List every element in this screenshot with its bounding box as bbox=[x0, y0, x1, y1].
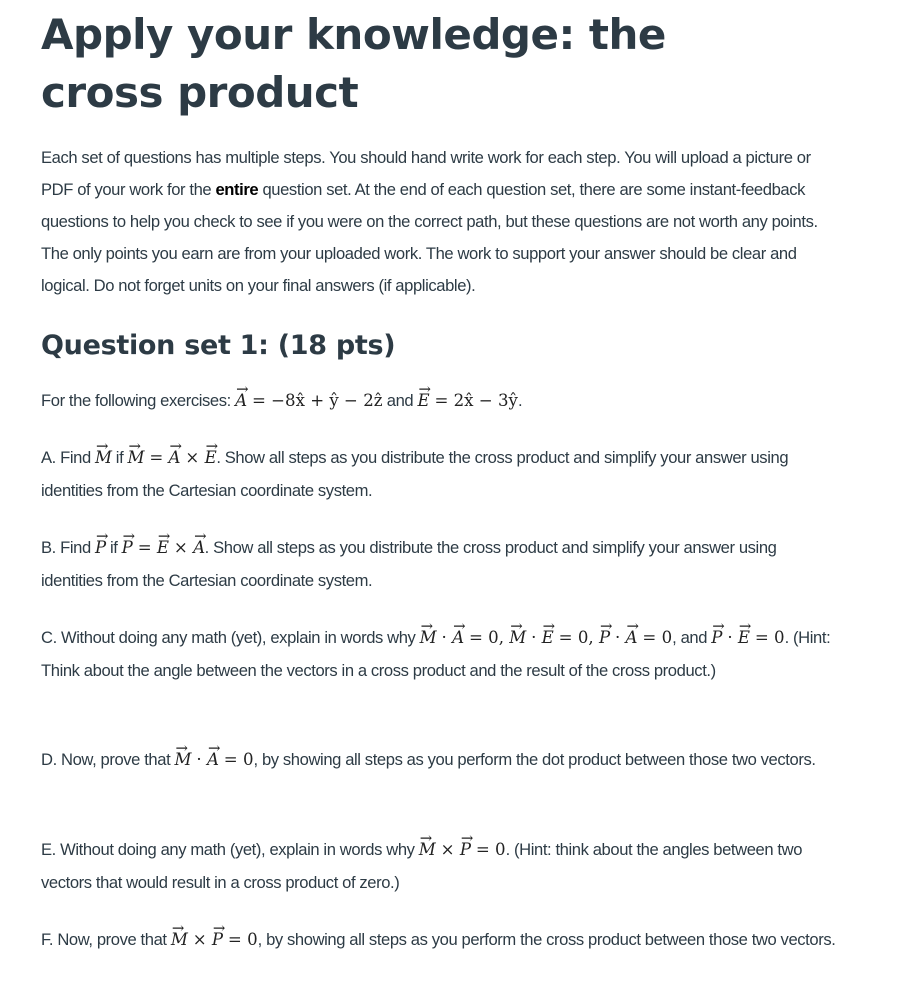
question-d bbox=[41, 743, 841, 776]
instructions-text-start: Each set of questions has multiple steps. You should hand write work for each step. You will upload a picture or PDF of your work for the bbox=[41, 148, 811, 199]
vector-p: → P bbox=[122, 531, 133, 564]
cross-operator: × bbox=[435, 840, 460, 859]
question-a-mid: if bbox=[111, 448, 128, 467]
vector-e-symbol: → E bbox=[417, 384, 429, 417]
dot-operator: · bbox=[436, 628, 453, 647]
dot-operator: · bbox=[191, 750, 207, 769]
question-d-text: , by showing all steps as you perform the dot product between those two vectors. bbox=[253, 750, 816, 769]
vector-p: → P bbox=[95, 531, 106, 564]
equals-zero: = 0 bbox=[749, 628, 785, 647]
question-c-and: , and bbox=[672, 628, 712, 647]
equals-sign: = bbox=[132, 538, 157, 557]
dot-operator: · bbox=[525, 628, 542, 647]
question-c bbox=[41, 621, 841, 687]
question-c-text: . (Hint: Think about the angle between the vectors in a cross product and the result of the cross product.) bbox=[41, 628, 831, 680]
equals-zero: = 0 bbox=[470, 840, 506, 859]
equals-zero: = 0, bbox=[463, 628, 510, 647]
vector-e-expression: = 2x̂ − 3ŷ bbox=[429, 391, 518, 410]
dot-operator: · bbox=[609, 628, 626, 647]
equals-zero: = 0, bbox=[553, 628, 599, 647]
equals-zero: = 0 bbox=[218, 750, 254, 769]
vector-a: → A bbox=[452, 621, 464, 654]
vector-e: → E bbox=[205, 441, 217, 474]
question-f-text: , by showing all steps as you perform the cross product between those two vectors. bbox=[257, 930, 836, 949]
page-title: Apply your knowledge: the cross product bbox=[41, 10, 666, 117]
vector-m: → M bbox=[175, 743, 192, 776]
question-e-text: . (Hint: think about the angles between two vectors that would result in a cross product of zero.) bbox=[41, 840, 803, 892]
vector-a: → A bbox=[169, 441, 181, 474]
question-e-lead: E. Without doing any math (yet), explain in words why bbox=[41, 840, 419, 859]
given-and: and bbox=[382, 391, 418, 410]
question-b bbox=[41, 531, 841, 597]
vector-e: → E bbox=[542, 621, 554, 654]
question-b-mid: if bbox=[105, 538, 122, 557]
question-a-lead: A. Find bbox=[41, 448, 95, 467]
equals-zero: = 0 bbox=[222, 930, 258, 949]
vector-m: → M bbox=[509, 621, 526, 654]
vector-p: → P bbox=[212, 923, 223, 956]
vector-e: → E bbox=[157, 531, 169, 564]
question-f bbox=[41, 923, 841, 956]
question-b-lead: B. Find bbox=[41, 538, 95, 557]
vector-a-symbol: → A bbox=[235, 384, 247, 417]
question-a-text: . Show all steps as you distribute the cross product and simplify your answer using identities from the Cartesian coordinate system. bbox=[41, 448, 789, 500]
cross-operator: × bbox=[180, 448, 205, 467]
vector-m: → M bbox=[420, 621, 437, 654]
cross-operator: × bbox=[168, 538, 194, 557]
equals-zero: = 0 bbox=[637, 628, 673, 647]
question-b-text: . Show all steps as you distribute the cross product and simplify your answer using identities from the Cartesian coordinate system. bbox=[41, 538, 777, 590]
question-d-lead: D. Now, prove that bbox=[41, 750, 175, 769]
dot-operator: · bbox=[722, 628, 738, 647]
vector-m: → M bbox=[171, 923, 188, 956]
vector-m: → M bbox=[128, 441, 145, 474]
given-vectors-line bbox=[41, 384, 841, 417]
question-a bbox=[41, 441, 841, 507]
vector-p: → P bbox=[599, 621, 610, 654]
question-c-lead: C. Without doing any math (yet), explain in words why bbox=[41, 628, 420, 647]
question-f-lead: F. Now, prove that bbox=[41, 930, 171, 949]
vector-a-expression: = −8x̂ + ŷ − 2ẑ bbox=[246, 391, 383, 410]
cross-operator: × bbox=[187, 930, 212, 949]
equals-sign: = bbox=[144, 448, 169, 467]
vector-m: → M bbox=[419, 833, 436, 866]
vector-a: → A bbox=[207, 743, 219, 776]
given-period: . bbox=[517, 391, 523, 410]
instructions-paragraph bbox=[41, 142, 841, 302]
vector-a: → A bbox=[193, 531, 205, 564]
instructions-text-end: question set. At the end of each question set, there are some instant-feedback questions to help you check to see if you were on the correct path, but these questions are not worth any points. The only points you earn are from your uploaded work. The work to support your answer should be clear and logical. Do not forget units on your final answers (if applicable). bbox=[41, 180, 818, 295]
vector-p: → P bbox=[711, 621, 722, 654]
vector-p: → P bbox=[460, 833, 471, 866]
question-e bbox=[41, 833, 841, 899]
vector-e: → E bbox=[738, 621, 750, 654]
given-prefix: For the following exercises: bbox=[41, 391, 236, 410]
vector-m: → M bbox=[95, 441, 112, 474]
vector-a: → A bbox=[626, 621, 638, 654]
section-heading: Question set 1: (18 pts) bbox=[41, 330, 396, 361]
instructions-bold-word: entire bbox=[215, 180, 259, 199]
